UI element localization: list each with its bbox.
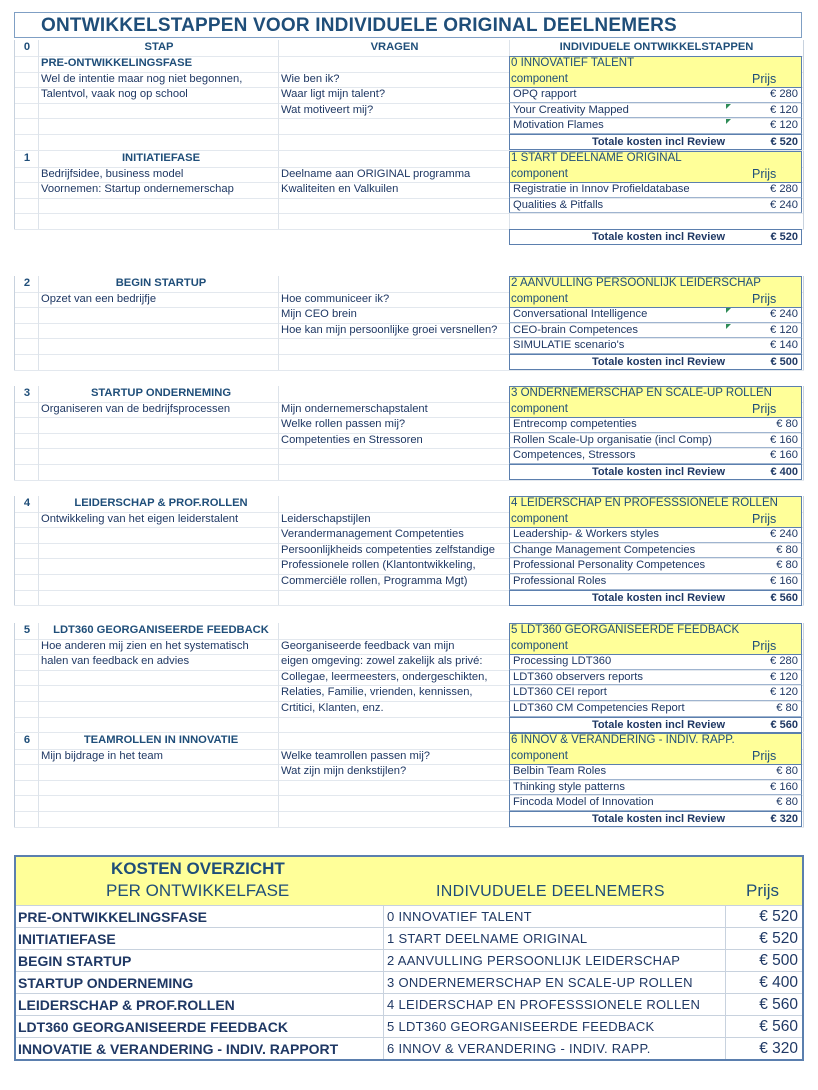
question-cell: Persoonlijkheids competenties zelfstandige: [278, 543, 512, 559]
component-label: component: [511, 72, 568, 85]
summary-col-participants: INDIVUDUELE DEELNEMERS: [436, 883, 665, 900]
component-name: CEO-brain Competences: [513, 323, 638, 336]
question-cell: Waar ligt mijn talent?: [278, 87, 512, 103]
phase-desc: [38, 103, 281, 119]
question-cell: [278, 118, 512, 134]
component-name: Belbin Team Roles: [513, 765, 607, 778]
phase-desc: [38, 558, 281, 574]
summary-step: 0 INNOVATIEF TALENT: [384, 905, 726, 927]
question-cell: Competenties en Stressoren: [278, 433, 512, 449]
phase-desc: [38, 543, 281, 559]
phase-desc: [38, 685, 281, 701]
component-price: € 280: [770, 183, 798, 196]
phase-desc: [38, 811, 281, 827]
question-cell: [278, 134, 512, 150]
header-row: [14, 40, 804, 56]
phase-desc: Ontwikkeling van het eigen leiderstalent: [38, 512, 281, 528]
summary-step: 3 ONDERNEMERSCHAP EN SCALE-UP ROLLEN: [384, 971, 726, 993]
phase-desc: Voornemen: Startup ondernemerschap: [38, 182, 281, 198]
phase-desc: [38, 574, 281, 590]
question-cell: [278, 717, 512, 733]
phase-desc: Talentvol, vaak nog op school: [38, 87, 281, 103]
component-price: € 80: [776, 765, 798, 778]
component-price: € 140: [770, 339, 798, 352]
question-cell: [278, 780, 512, 796]
summary-phase: LEIDERSCHAP & PROF.ROLLEN: [16, 993, 384, 1015]
component-name: Qualities & Pitfalls: [513, 198, 604, 211]
summary-step: 4 LEIDERSCHAP EN PROFESSSIONELE ROLLEN: [384, 993, 726, 1015]
step-cell: [509, 213, 804, 229]
num-cell: [14, 198, 39, 214]
phase-desc: [38, 780, 281, 796]
component-row: [509, 182, 802, 198]
phase-name: STARTUP ONDERNEMING: [38, 386, 281, 402]
component-name: Rollen Scale-Up organisatie (incl Comp): [513, 433, 712, 446]
question-cell: [278, 276, 512, 292]
num-cell: [14, 103, 39, 119]
total-price: € 560: [770, 591, 798, 604]
summary-phase: INITIATIEFASE: [16, 927, 384, 949]
total-row: [509, 590, 802, 606]
phase-desc: halen van feedback en advies: [38, 654, 281, 670]
cost-summary-table: [14, 855, 804, 1061]
component-price: € 80: [776, 543, 798, 556]
num-cell: [14, 717, 39, 733]
component-price: € 160: [770, 780, 798, 793]
summary-row: [16, 949, 802, 971]
question-cell: Collegae, leermeesters, ondergeschikten,: [278, 670, 512, 686]
question-cell: Professionele rollen (Klantontwikkeling,: [278, 558, 512, 574]
num-cell: [14, 167, 39, 183]
component-row: [509, 87, 802, 103]
num-cell: [14, 402, 39, 418]
phase-desc: [38, 198, 281, 214]
question-cell: [278, 590, 512, 606]
question-cell: [278, 496, 512, 512]
component-label: component: [511, 292, 568, 305]
component-name: Conversational Intelligence: [513, 308, 648, 321]
summary-row: [16, 1015, 802, 1037]
price-label: Prijs: [752, 511, 777, 526]
num-cell: [14, 56, 39, 72]
total-price: € 520: [770, 136, 798, 148]
summary-price: € 520: [726, 905, 802, 927]
num-cell: [14, 417, 39, 433]
component-row: [509, 701, 802, 717]
header-ontwikkelstappen: INDIVIDUELE ONTWIKKELSTAPPEN: [509, 40, 804, 56]
component-price: € 120: [770, 119, 798, 132]
phase-desc: [38, 717, 281, 733]
phase-desc: [38, 448, 281, 464]
component-label: component: [511, 749, 568, 762]
component-price: € 120: [770, 323, 798, 336]
question-cell: eigen omgeving: zowel zakelijk als privé:: [278, 654, 512, 670]
phase-desc: [38, 670, 281, 686]
num-cell: 2: [14, 276, 39, 292]
question-cell: Mijn ondernemerschapstalent: [278, 402, 512, 418]
num-cell: [14, 527, 39, 543]
num-cell: 4: [14, 496, 39, 512]
step-box-title: 2 AANVULLING PERSOONLIJK LEIDERSCHAP: [511, 277, 761, 289]
total-price: € 400: [770, 466, 798, 478]
phase-desc: [38, 134, 281, 150]
question-cell: Crtitici, Klanten, enz.: [278, 701, 512, 717]
question-cell: Hoe kan mijn persoonlijke groei versnellen?: [278, 323, 512, 339]
component-row: [509, 527, 802, 543]
question-cell: [278, 338, 512, 354]
component-name: LDT360 CM Competencies Report: [513, 702, 685, 714]
header-vragen: VRAGEN: [278, 40, 510, 56]
component-row: [509, 323, 802, 339]
num-cell: [14, 654, 39, 670]
component-name: Leadership- & Workers styles: [513, 528, 659, 541]
phase-desc: Mijn bijdrage in het team: [38, 749, 281, 765]
phase-name: LDT360 GEORGANISEERDE FEEDBACK: [38, 623, 281, 639]
component-name: Entrecomp competenties: [513, 418, 637, 431]
question-cell: [278, 56, 512, 72]
component-price: € 240: [770, 198, 798, 211]
page-title: ONTWIKKELSTAPPEN VOOR INDIVIDUELE ORIGINAL DEELNEMERS: [14, 12, 802, 38]
question-cell: [278, 213, 512, 229]
component-price: € 160: [770, 575, 798, 587]
phase-desc: [38, 354, 281, 370]
step-box-title: 5 LDT360 GEORGANISEERDE FEEDBACK: [511, 624, 740, 636]
comment-marker-icon: [726, 119, 731, 124]
total-row: [509, 464, 802, 480]
question-cell: [278, 811, 512, 827]
header-num: 0: [14, 40, 39, 56]
total-row: [509, 134, 802, 150]
step-box-title: 6 INNOV & VERANDERING - INDIV. RAPP.: [511, 734, 735, 746]
summary-step: 5 LDT360 GEORGANISEERDE FEEDBACK: [384, 1015, 726, 1037]
step-box-title: 1 START DEELNAME ORIGINAL: [511, 152, 682, 164]
summary-header: [16, 857, 802, 905]
phase-desc: [38, 590, 281, 606]
component-name: Processing LDT360: [513, 655, 612, 668]
total-label: Totale kosten incl Review: [591, 591, 725, 604]
num-cell: [14, 87, 39, 103]
num-cell: [14, 182, 39, 198]
total-label: Totale kosten incl Review: [591, 231, 725, 243]
question-cell: Welke rollen passen mij?: [278, 417, 512, 433]
component-row: [509, 574, 802, 590]
question-cell: Georganiseerde feedback van mijn: [278, 639, 512, 655]
summary-phase: PRE-ONTWIKKELINGSFASE: [16, 905, 384, 927]
component-name: SIMULATIE scenario's: [513, 339, 625, 352]
component-price: € 280: [770, 88, 798, 101]
question-cell: [278, 795, 512, 811]
summary-phase: INNOVATIE & VERANDERING - INDIV. RAPPORT: [16, 1037, 384, 1059]
step-box-title: 0 INNOVATIEF TALENT: [511, 57, 635, 69]
component-name: Thinking style patterns: [513, 780, 625, 793]
component-name: Fincoda Model of Innovation: [513, 796, 654, 809]
total-label: Totale kosten incl Review: [591, 136, 725, 148]
summary-row: [16, 905, 802, 927]
total-price: € 520: [770, 231, 798, 243]
component-price: € 240: [770, 308, 798, 321]
num-cell: [14, 512, 39, 528]
component-name: LDT360 CEI report: [513, 686, 607, 699]
num-cell: 1: [14, 151, 39, 167]
question-cell: Hoe communiceer ik?: [278, 292, 512, 308]
component-row: [509, 558, 802, 574]
component-row: [509, 103, 802, 119]
phase-desc: Hoe anderen mij zien en het systematisch: [38, 639, 281, 655]
total-label: Totale kosten incl Review: [591, 466, 725, 478]
summary-step: 6 INNOV & VERANDERING - INDIV. RAPP.: [384, 1037, 726, 1059]
total-price: € 320: [770, 813, 798, 825]
component-price: € 120: [770, 670, 798, 683]
num-cell: [14, 292, 39, 308]
summary-price: € 500: [726, 949, 802, 971]
num-cell: [14, 749, 39, 765]
summary-price: € 320: [726, 1037, 802, 1059]
component-row: [509, 118, 802, 134]
total-price: € 500: [770, 356, 798, 368]
phase-desc: [38, 701, 281, 717]
component-name: Change Management Competencies: [513, 543, 696, 556]
phase-desc: [38, 307, 281, 323]
component-label: component: [511, 639, 568, 652]
summary-step: 2 AANVULLING PERSOONLIJK LEIDERSCHAP: [384, 949, 726, 971]
component-row: [509, 685, 802, 701]
num-cell: [14, 307, 39, 323]
step-box-title: 4 LEIDERSCHAP EN PROFESSSIONELE ROLLEN: [511, 497, 778, 509]
price-label: Prijs: [752, 166, 777, 181]
question-cell: Verandermanagement Competenties: [278, 527, 512, 543]
num-cell: [14, 590, 39, 606]
phase-desc: [38, 464, 281, 480]
component-label: component: [511, 167, 568, 180]
num-cell: [14, 670, 39, 686]
question-cell: Kwaliteiten en Valkuilen: [278, 182, 512, 198]
total-row: [509, 717, 802, 733]
phase-desc: Opzet van een bedrijfje: [38, 292, 281, 308]
component-row: [509, 654, 802, 670]
summary-price: € 560: [726, 1015, 802, 1037]
question-cell: [278, 198, 512, 214]
phase-desc: [38, 338, 281, 354]
num-cell: [14, 213, 39, 229]
component-label: component: [511, 402, 568, 415]
total-label: Totale kosten incl Review: [591, 813, 725, 825]
num-cell: [14, 780, 39, 796]
total-label: Totale kosten incl Review: [591, 718, 725, 731]
question-cell: Leiderschapstijlen: [278, 512, 512, 528]
phase-name: TEAMROLLEN IN INNOVATIE: [38, 733, 281, 749]
summary-row: [16, 927, 802, 949]
summary-row: [16, 971, 802, 993]
num-cell: [14, 354, 39, 370]
phase-desc: Bedrijfsidee, business model: [38, 167, 281, 183]
component-price: € 120: [770, 686, 798, 699]
phase-desc: [38, 795, 281, 811]
component-row: [509, 780, 802, 796]
phase-desc: [38, 323, 281, 339]
phase-desc: [38, 118, 281, 134]
component-price: € 80: [776, 418, 798, 431]
component-price: € 80: [776, 796, 798, 809]
phase-desc: [38, 433, 281, 449]
question-cell: Welke teamrollen passen mij?: [278, 749, 512, 765]
total-row: [509, 229, 802, 245]
num-cell: [14, 811, 39, 827]
num-cell: 6: [14, 733, 39, 749]
summary-row: [16, 1037, 802, 1059]
num-cell: [14, 795, 39, 811]
total-price: € 560: [770, 718, 798, 731]
component-row: [509, 198, 802, 214]
component-row: [509, 795, 802, 811]
num-cell: [14, 134, 39, 150]
component-row: [509, 448, 802, 464]
component-price: € 80: [776, 702, 798, 714]
price-label: Prijs: [752, 71, 777, 86]
phase-desc: [38, 764, 281, 780]
component-price: € 80: [776, 559, 798, 572]
component-price: € 160: [770, 433, 798, 446]
summary-step: 1 START DEELNAME ORIGINAL: [384, 927, 726, 949]
question-cell: Deelname aan ORIGINAL programma: [278, 167, 512, 183]
component-row: [509, 433, 802, 449]
num-cell: 3: [14, 386, 39, 402]
component-label: component: [511, 512, 568, 525]
phase-name: INITIATIEFASE: [38, 151, 281, 167]
num-cell: [14, 701, 39, 717]
summary-price: € 520: [726, 927, 802, 949]
component-row: [509, 307, 802, 323]
num-cell: [14, 323, 39, 339]
component-name: OPQ rapport: [513, 88, 577, 101]
header-stap: STAP: [38, 40, 279, 56]
component-row: [509, 670, 802, 686]
summary-phase: LDT360 GEORGANISEERDE FEEDBACK: [16, 1015, 384, 1037]
num-cell: [14, 543, 39, 559]
question-cell: [278, 448, 512, 464]
component-name: LDT360 observers reports: [513, 670, 643, 683]
component-name: Professional Roles: [513, 575, 607, 587]
phase-desc: [38, 417, 281, 433]
question-cell: Wie ben ik?: [278, 72, 512, 88]
component-name: Your Creativity Mapped: [513, 103, 629, 116]
num-cell: [14, 433, 39, 449]
num-cell: [14, 464, 39, 480]
phase-desc: Organiseren van de bedrijfsprocessen: [38, 402, 281, 418]
question-cell: [278, 151, 512, 167]
question-cell: Wat motiveert mij?: [278, 103, 512, 119]
price-label: Prijs: [752, 748, 777, 763]
summary-row: [16, 993, 802, 1015]
phase-desc: [38, 213, 281, 229]
summary-price: € 400: [726, 971, 802, 993]
num-cell: 5: [14, 623, 39, 639]
num-cell: [14, 764, 39, 780]
table-row: [14, 213, 804, 229]
num-cell: [14, 448, 39, 464]
price-label: Prijs: [752, 401, 777, 416]
num-cell: [14, 574, 39, 590]
component-row: [509, 338, 802, 354]
summary-title: KOSTEN OVERZICHT: [111, 859, 285, 878]
question-cell: [278, 464, 512, 480]
summary-phase: BEGIN STARTUP: [16, 949, 384, 971]
component-price: € 240: [770, 528, 798, 541]
summary-price: € 560: [726, 993, 802, 1015]
component-name: Professional Personality Competences: [513, 559, 706, 572]
question-cell: [278, 733, 512, 749]
total-label: Totale kosten incl Review: [591, 356, 725, 368]
comment-marker-icon: [726, 308, 731, 313]
num-cell: [14, 338, 39, 354]
step-box-title: 3 ONDERNEMERSCHAP EN SCALE-UP ROLLEN: [511, 387, 772, 399]
component-name: Motivation Flames: [513, 119, 604, 132]
phase-name: LEIDERSCHAP & PROF.ROLLEN: [38, 496, 281, 512]
question-cell: [278, 354, 512, 370]
component-price: € 160: [770, 449, 798, 462]
question-cell: [278, 386, 512, 402]
price-label: Prijs: [752, 291, 777, 306]
component-price: € 280: [770, 655, 798, 668]
phase-desc: Wel de intentie maar nog niet begonnen,: [38, 72, 281, 88]
summary-phase: STARTUP ONDERNEMING: [16, 971, 384, 993]
total-row: [509, 811, 802, 827]
phase-desc: [38, 527, 281, 543]
num-cell: [14, 685, 39, 701]
comment-marker-icon: [726, 324, 731, 329]
price-label: Prijs: [752, 638, 777, 653]
question-cell: [278, 623, 512, 639]
question-cell: Wat zijn mijn denkstijlen?: [278, 764, 512, 780]
comment-marker-icon: [726, 104, 731, 109]
question-cell: Commerciële rollen, Programma Mgt): [278, 574, 512, 590]
num-cell: [14, 558, 39, 574]
summary-col-price: Prijs: [746, 881, 780, 900]
summary-subtitle: PER ONTWIKKELFASE: [106, 881, 290, 900]
component-price: € 120: [770, 103, 798, 116]
component-row: [509, 764, 802, 780]
phase-name: BEGIN STARTUP: [38, 276, 281, 292]
component-name: Competences, Stressors: [513, 449, 636, 462]
question-cell: Mijn CEO brein: [278, 307, 512, 323]
num-cell: [14, 72, 39, 88]
num-cell: [14, 639, 39, 655]
total-row: [509, 354, 802, 370]
phase-name: PRE-ONTWIKKELINGSFASE: [38, 56, 281, 72]
component-name: Registratie in Innov Profieldatabase: [513, 183, 690, 196]
component-row: [509, 417, 802, 433]
component-row: [509, 543, 802, 559]
question-cell: Relaties, Familie, vrienden, kennissen,: [278, 685, 512, 701]
num-cell: [14, 118, 39, 134]
